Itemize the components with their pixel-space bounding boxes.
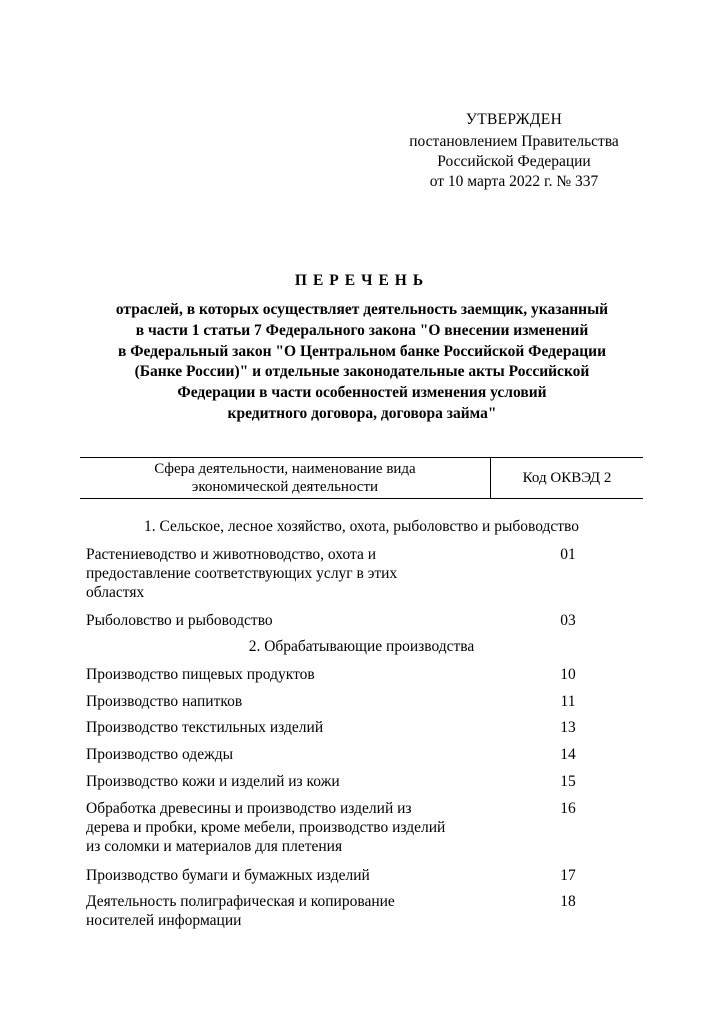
- activity-name: [86, 866, 486, 885]
- section-title: 2. Обрабатывающие производства: [248, 638, 475, 655]
- column-header-line: Сфера деятельности, наименование вида: [154, 461, 416, 477]
- approval-line: от 10 марта 2022 г. № 337: [429, 173, 599, 190]
- document-subtitle: [60, 300, 664, 425]
- okved-code: 01: [560, 546, 576, 563]
- okved-code: 13: [560, 719, 576, 736]
- activity-name: [86, 892, 486, 930]
- approval-line: постановлением Правительства: [409, 133, 619, 150]
- activity-name: [86, 692, 486, 711]
- column-header-code: Код ОКВЭД 2: [522, 470, 612, 486]
- activity-name: [86, 611, 486, 630]
- okved-code: 18: [560, 893, 576, 910]
- approval-line: Российской Федерации: [437, 153, 591, 170]
- activity-name-line: из соломки и материалов для плетения: [86, 838, 343, 855]
- activity-name-line: Производство текстильных изделий: [86, 719, 324, 736]
- activity-name: [86, 718, 486, 737]
- subtitle-line: (Банке России)" и отдельные законодательные акты Российской: [134, 363, 590, 381]
- activity-name: [86, 772, 486, 791]
- okved-code: 15: [560, 773, 576, 790]
- column-header-activity: [80, 458, 491, 498]
- table-header: [80, 457, 643, 499]
- document-title: ПЕРЕЧЕНЬ: [294, 272, 430, 289]
- activity-name-line: Деятельность полиграфическая и копирование: [86, 893, 395, 910]
- activity-name-line: Производство одежды: [86, 746, 234, 763]
- activity-name-line: Производство бумаги и бумажных изделий: [86, 867, 370, 884]
- activity-name-line: дерева и пробки, кроме мебели, производство изделий: [86, 819, 446, 836]
- column-header-line: экономической деятельности: [191, 479, 379, 495]
- activity-name-line: Производство напитков: [86, 693, 243, 710]
- okved-code: 03: [560, 612, 576, 629]
- activity-name-line: областях: [86, 584, 145, 601]
- subtitle-line: кредитного договора, договора займа": [227, 404, 497, 422]
- subtitle-line: отраслей, в которых осуществляет деятельность заемщик, указанный: [115, 301, 609, 318]
- activity-name-line: Производство кожи и изделий из кожи: [86, 773, 340, 790]
- subtitle-line: Федерации в части особенностей изменения условий: [177, 384, 547, 402]
- activity-name-line: Растениеводство и животноводство, охота и: [86, 546, 376, 563]
- activity-name-line: Обработка древесины и производство изделий из: [86, 800, 412, 817]
- subtitle-line: в Федеральный закон "О Центральном банке Российской Федерации: [117, 342, 607, 360]
- activity-name-line: Производство пищевых продуктов: [86, 666, 315, 683]
- activity-name: [86, 665, 486, 684]
- okved-code: 17: [560, 867, 576, 884]
- activity-name-line: носителей информации: [86, 912, 242, 929]
- okved-code: 11: [560, 693, 576, 710]
- okved-code: 14: [560, 746, 576, 763]
- section-title: 1. Сельское, лесное хозяйство, охота, рыболовство и рыбоводство: [143, 518, 580, 535]
- approval-block: [394, 110, 634, 192]
- activity-name: [86, 799, 486, 856]
- activity-name: [86, 745, 486, 764]
- approval-heading: УТВЕРЖДЕН: [465, 111, 563, 128]
- subtitle-line: в части 1 статьи 7 Федерального закона "О внесении изменений: [135, 321, 589, 339]
- activity-name: [86, 545, 486, 602]
- activity-name-line: предоставление соответствующих услуг в этих: [86, 565, 398, 582]
- okved-code: 16: [560, 800, 576, 817]
- okved-code: 10: [560, 666, 576, 683]
- activity-name-line: Рыболовство и рыбоводство: [86, 612, 273, 629]
